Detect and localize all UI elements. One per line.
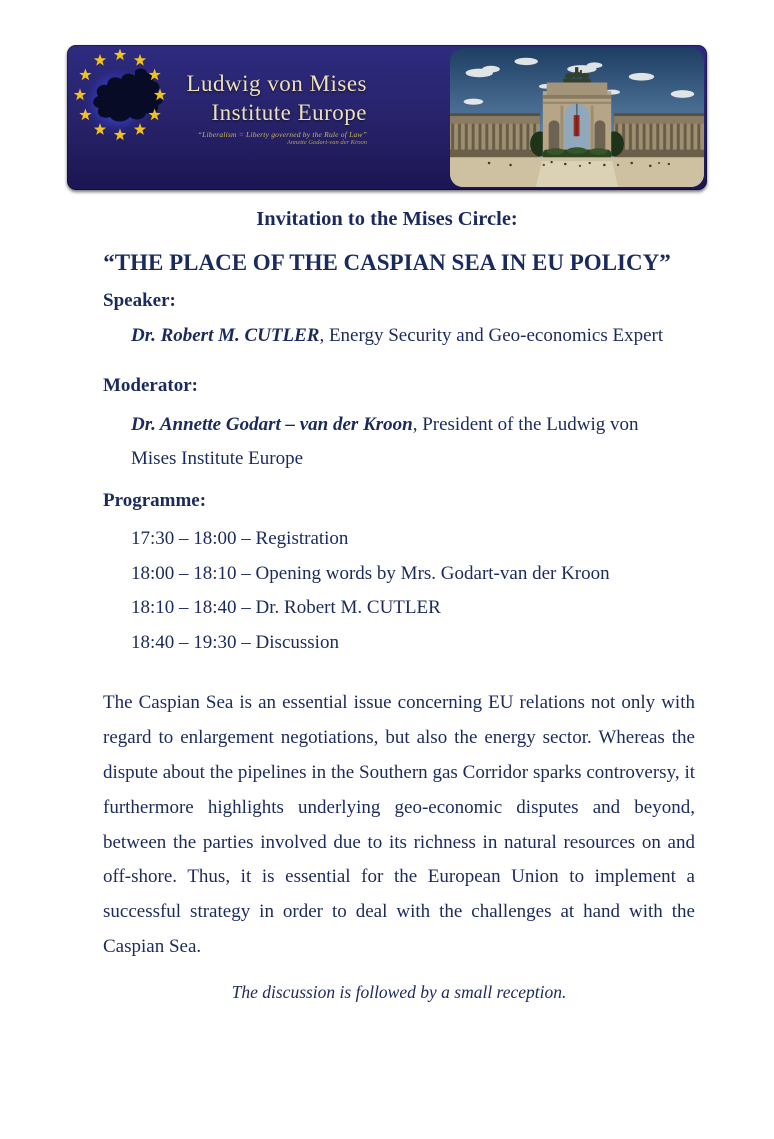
reception-note: The discussion is followed by a small reception. — [231, 981, 567, 1002]
programme-label: Programme: — [103, 490, 207, 511]
speaker-entry — [103, 324, 695, 348]
invitation-title: Invitation to the Mises Circle: — [256, 208, 518, 230]
description-paragraph: The Caspian Sea is an essential issue concerning EU relations not only with regard to enlargement negotiations, but also the energy sector. Whereas the dispute about the pipelines in the Southern gas Corridor sparks controversy, it furthermore highlights underlying geo-economic disputes and beyond, between the parties involved due to its richness in natural resources on and off-shore. Thus, it is essential for the European Union to implement a successful strategy in order to deal with the challenges at hand with the Caspian Sea. — [103, 692, 695, 957]
moderator-entry — [103, 408, 669, 476]
colonnade-right — [614, 113, 704, 157]
document-content — [103, 289, 695, 1003]
programme-item-speech: 18:10 – 18:40 – Dr. Robert M. CUTLER — [131, 597, 441, 619]
arch-photo-frame — [450, 48, 704, 187]
banner — [67, 45, 707, 190]
invitation-document — [0, 45, 774, 1139]
programme-item-discussion: 18:40 – 19:30 – Discussion — [131, 631, 339, 653]
speaker-name: Dr. Robert M. CUTLER — [131, 325, 320, 346]
colonnade-left — [450, 113, 540, 157]
event-title: “THE PLACE OF THE CASPIAN SEA IN EU POLICY” — [103, 250, 671, 275]
org-name-line2: Institute Europe — [211, 100, 367, 125]
banner-motto: “Liberalism = Liberty governed by the Rule of Law” — [197, 130, 367, 139]
cinquantenaire-arch-photo — [450, 48, 704, 187]
banner-org-name — [127, 69, 367, 147]
esplanade — [450, 157, 704, 187]
moderator-name: Dr. Annette Godart – van der Kroon — [131, 414, 413, 435]
moderator-label: Moderator: — [103, 375, 198, 396]
speaker-label: Speaker: — [103, 290, 176, 311]
speaker-description: , Energy Security and Geo-economics Expert — [319, 325, 664, 346]
org-name-line1: Ludwig von Mises — [186, 71, 367, 96]
programme-item-registration: 17:30 – 18:00 – Registration — [131, 528, 349, 549]
moderator-description: , President of the Ludwig von Mises Institute Europe — [131, 414, 639, 469]
banner-motto-author: Annette Godart-van der Kroon — [286, 139, 367, 146]
programme-item-opening-words: 18:00 – 18:10 – Opening words by Mrs. Godart-van der Kroon — [131, 562, 610, 584]
programme-list — [103, 522, 695, 660]
